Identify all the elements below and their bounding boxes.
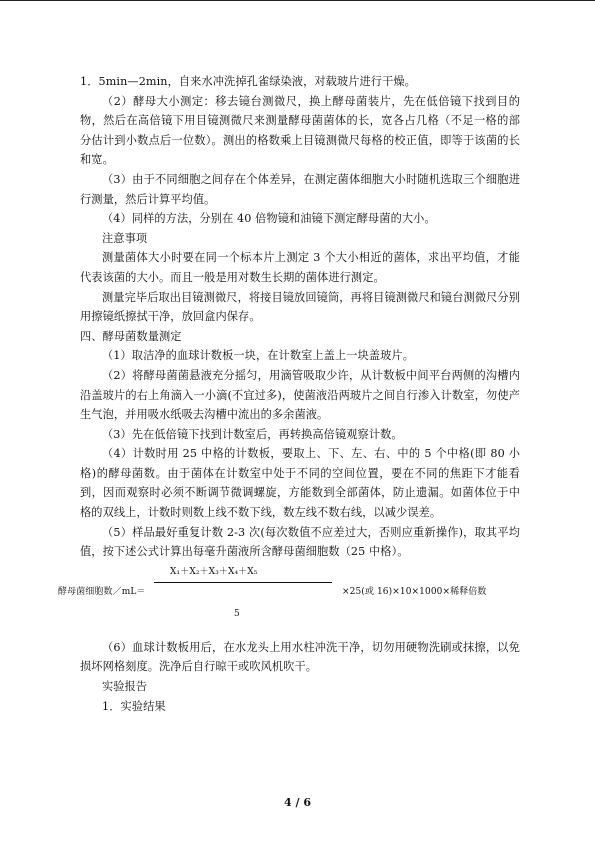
paragraph: （5）样品最好重复计数 2-3 次(每次数值不应差过大，否则应重新操作)，取其平均值，按下述公式计算出每毫升菌液所含酵母菌细胞数（25 中格）。 — [80, 525, 520, 559]
paragraph: （2）将酵母菌菌悬液充分摇匀，用滴管吸取少许，从计数板中间平台两侧的沟槽内沿盖玻片的右上角滴入一小滴(不宜过多)，使菌液沿两玻片之间自行渗入计数室，勿使产生气泡，并用吸水纸吸去沟槽中流出的多余菌液。 — [80, 368, 520, 422]
paragraph: （3）由于不同细胞之间存在个体差异，在测定菌体细胞大小时随机选取三个细胞进行测量，然后计算平均值。 — [80, 172, 520, 206]
subsection-heading: 1．实验结果 — [102, 699, 166, 713]
section-heading: 实验报告 — [102, 680, 148, 694]
cell-count-formula — [58, 562, 528, 632]
paragraph: （4）同样的方法，分别在 40 倍物镜和油镜下测定酵母菌的大小。 — [102, 212, 436, 226]
paragraph: 测量完毕后取出目镜测微尺，将接目镜放回镜筒，再将目镜测微尺和镜台测微尺分别用擦镜纸擦拭干净，放回盒内保存。 — [80, 290, 520, 324]
paragraph: （1）取洁净的血球计数板一块，在计数室上盖上一块盖玻片。 — [102, 349, 414, 363]
header-rule — [0, 0, 595, 1]
formula-numerator: X₁＋X₂＋X₃＋X₄＋X₅ — [170, 566, 258, 577]
paragraph: （2）酵母大小测定：移去镜台测微尺，换上酵母菌装片，先在低倍镜下找到目的物，然后在高倍镜下用目镜测微尺来测量酵母菌菌体的长，宽各占几格（不足一格的部分估计到小数点后一位数）。测出的格数乘上目镜测微尺每格的校正值，即等于该菌的长和宽。 — [80, 94, 520, 167]
formula-rhs: ×25(或 16)×10×1000×稀释倍数 — [342, 586, 487, 597]
document-body — [58, 72, 520, 716]
formula-denominator: 5 — [234, 608, 240, 619]
page-number: 4 / 6 — [284, 796, 311, 809]
paragraph: （6）血球计数板用后，在水龙头上用水柱冲洗干净，切勿用硬物洗刷或抹擦，以免损坏网格刻度。洗净后自行晾干或吹风机吹干。 — [80, 640, 520, 674]
section-heading: 注意事项 — [102, 231, 148, 245]
paragraph: 测量菌体大小时要在同一个标本片上测定 3 个大小相近的菌体，求出平均值，才能代表该菌的大小。而且一般是用对数生长期的菌体进行测定。 — [80, 251, 520, 284]
paragraph: （4）计数时用 25 中格的计数板，要取上、下、左、右、中的 5 个中格(即 80 小格)的酵母菌数。由于菌体在计数室中处于不同的空间位置，要在不同的焦距下才能看到，因而观察时必须不断调节微调螺旋，方能数到全部菌体，防止遗漏。如菌体位于中格的双线上，计数时则数上线不数下线，数左线不数右线，以减少误差。 — [80, 447, 520, 520]
formula-lhs: 酵母菌细胞数／mL＝ — [58, 586, 146, 597]
paragraph: （3）先在低倍镜下找到计数室后，再转换高倍镜观察计数。 — [102, 427, 403, 441]
section-heading: 四、酵母菌数量测定 — [80, 329, 182, 343]
paragraph: 1．5min—2min，自来水冲洗掉孔雀绿染液，对载玻片进行干燥。 — [80, 75, 416, 88]
formula-fraction-bar — [154, 582, 332, 583]
